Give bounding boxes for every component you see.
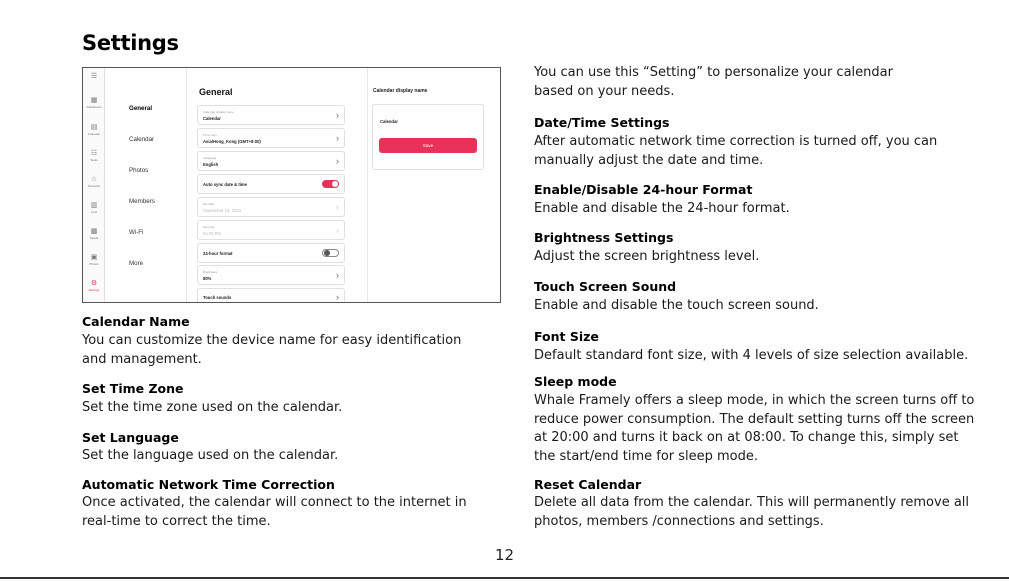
chevron-right-icon: › — [336, 292, 339, 302]
setting-display-name[interactable]: Calendar display name Calendar › — [197, 105, 345, 125]
name-panel — [372, 104, 484, 170]
section-text: Set the language used on the calendar. — [82, 448, 339, 463]
dashboard-icon[interactable]: ▦ Dashboard — [86, 97, 102, 109]
intro-text: You can use this “Setting” to personalize your calendar based on your needs. — [534, 65, 893, 99]
category-general[interactable]: General — [129, 105, 153, 112]
section-heading: Set Time Zone — [82, 381, 184, 396]
bottom-rule — [0, 577, 1009, 579]
section-text: You can customize the device name for easy identification and management. — [82, 333, 462, 367]
meals-icon[interactable]: ▩ Meals — [89, 228, 98, 240]
divider — [186, 68, 187, 302]
name-field[interactable]: Calendar — [380, 119, 398, 124]
category-members[interactable]: Members — [129, 198, 155, 205]
save-button[interactable]: Save — [379, 138, 477, 153]
nav-rail — [83, 68, 105, 302]
name-panel-title: Calendar display name — [373, 88, 428, 94]
chevron-right-icon: › — [336, 225, 339, 235]
chevron-right-icon: › — [336, 133, 339, 143]
divider — [367, 68, 368, 302]
setting-brightness[interactable]: Brightness 80% › — [197, 265, 345, 285]
category-photos[interactable]: Photos — [129, 167, 149, 174]
photos-icon[interactable]: ▣ Photos — [89, 254, 99, 266]
section-text: After automatic network time correction is turned off, you can manually adjust the date and time. — [534, 134, 938, 168]
setting-24-hour[interactable]: 24-hour format — [197, 243, 345, 263]
section-heading: Calendar Name — [82, 314, 190, 329]
section-text: Adjust the screen brightness level. — [534, 249, 760, 264]
page-number: 12 — [495, 546, 515, 564]
hour24-toggle[interactable] — [322, 249, 339, 257]
category-wifi[interactable]: Wi-Fi — [129, 229, 144, 236]
rewards-icon[interactable]: ☆ Rewards — [88, 176, 100, 188]
section-heading: Date/Time Settings — [534, 115, 670, 130]
auto-sync-toggle[interactable] — [322, 180, 339, 188]
category-calendar[interactable]: Calendar — [129, 136, 155, 143]
setting-time[interactable]: Set time 04:33 PM › — [197, 220, 345, 240]
section-heading: Enable/Disable 24-hour Format — [534, 182, 753, 197]
section-text: Enable and disable the 24-hour format. — [534, 201, 790, 216]
setting-touch-sounds[interactable]: Touch sounds › — [197, 288, 345, 303]
chevron-right-icon: › — [336, 110, 339, 120]
section-heading: Brightness Settings — [534, 230, 674, 245]
section-heading: Reset Calendar — [534, 477, 642, 492]
section-text: Once activated, the calendar will connect to the internet in real-time to correct the time. — [82, 495, 467, 529]
section-title: General — [199, 87, 233, 97]
section-text: Set the time zone used on the calendar. — [82, 400, 343, 415]
settings-icon[interactable]: ⚙ Settings — [88, 280, 100, 292]
section-heading: Font Size — [534, 329, 599, 344]
section-text: Default standard font size, with 4 levels of size selection available. — [534, 348, 969, 363]
section-heading: Sleep mode — [534, 374, 617, 389]
section-text: Enable and disable the touch screen sound. — [534, 298, 819, 313]
setting-time-zone[interactable]: Time zone Asia/Hong_Kong (GMT+8:00) › — [197, 128, 345, 148]
section-heading: Touch Screen Sound — [534, 279, 677, 294]
calendar-icon[interactable]: ▤ Calendar — [87, 124, 101, 136]
setting-auto-sync[interactable]: Auto sync date & time — [197, 174, 345, 194]
chevron-right-icon: › — [336, 156, 339, 166]
section-heading: Set Language — [82, 430, 179, 445]
chevron-right-icon: › — [336, 270, 339, 280]
settings-screenshot — [82, 67, 501, 303]
setting-language[interactable]: Language English › — [197, 151, 345, 171]
chevron-right-icon: › — [336, 202, 339, 212]
tasks-icon[interactable]: ☷ Tasks — [90, 150, 98, 162]
menu-icon[interactable]: ☰ — [90, 73, 98, 80]
section-heading: Automatic Network Time Correction — [82, 477, 335, 492]
category-more[interactable]: More — [129, 260, 144, 267]
section-text: Whale Framely offers a sleep mode, in which the screen turns off to reduce power consumption. The default setting turns off the screen at 20:00 and turns it back on at 08:00. To change this, simply set the start/end time for sleep mode. — [534, 393, 975, 464]
setting-date[interactable]: Set date September 16, 2023 › — [197, 197, 345, 217]
section-text: Delete all data from the calendar. This will permanently remove all photos, members /connections and settings. — [534, 495, 970, 529]
lists-icon[interactable]: ▥ Lists — [90, 202, 98, 214]
page-title: Settings — [82, 31, 179, 55]
